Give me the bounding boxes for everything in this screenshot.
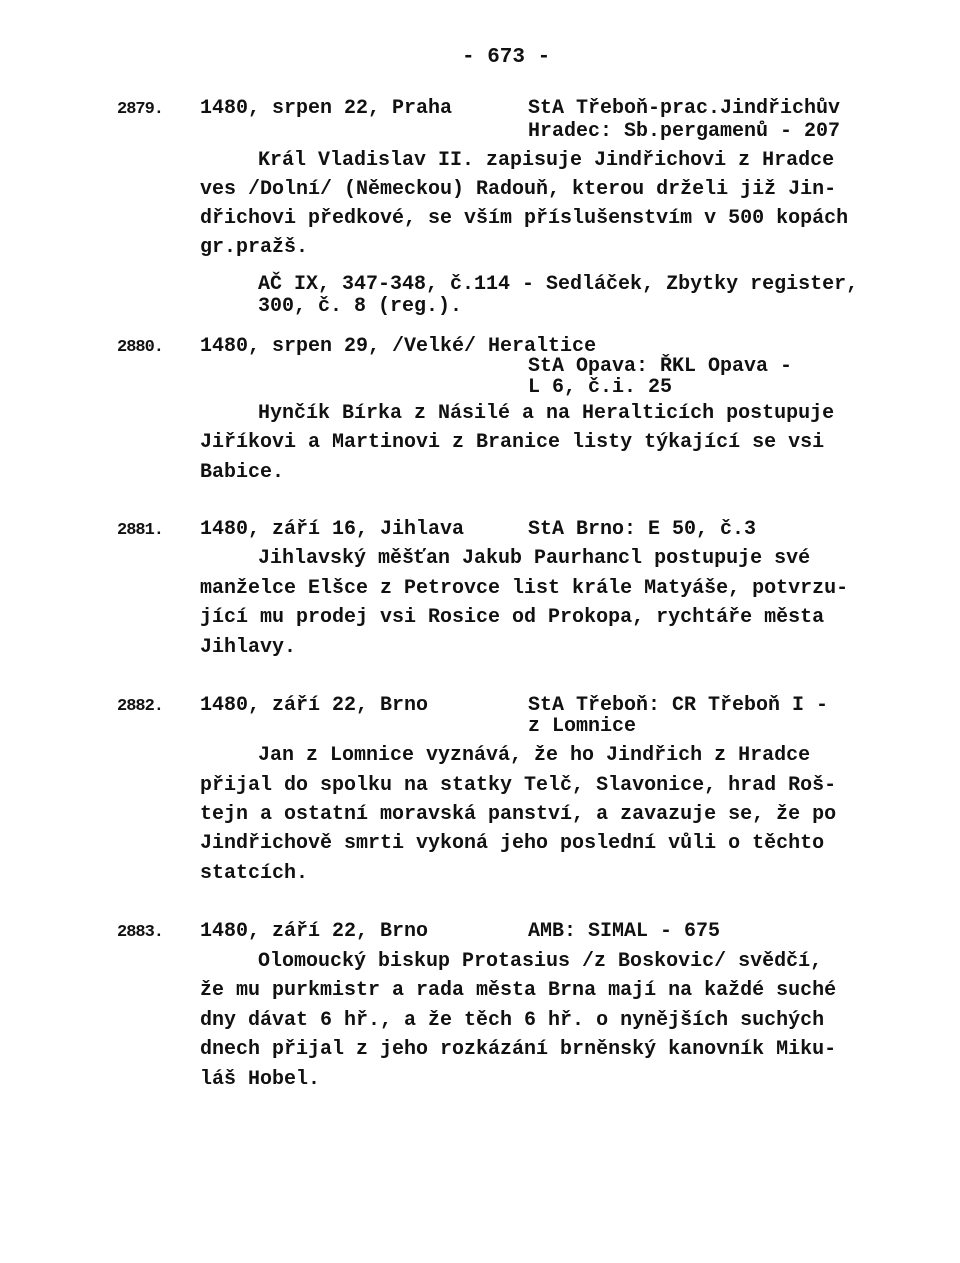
page-number: - 673 -	[462, 46, 551, 69]
entry-date-place: 1480, září 22, Brno	[200, 694, 429, 717]
entry-text-line: Olomoucký biskup Protasius /z Boskovic/ svědčí,	[258, 950, 823, 973]
entry-text-line: gr.pražš.	[200, 236, 309, 259]
entry-text-line: Babice.	[200, 461, 285, 484]
entry-text-line: Jihlavský měšťan Jakub Paurhancl postupuje své	[258, 547, 811, 570]
entry-text-line: dřichovi předkové, se vším příslušenstvím v 500 kopách	[200, 207, 849, 230]
entry-text-line: tejn a ostatní moravská panství, a zavazuje se, že po	[200, 803, 837, 826]
entry-archive-line: AMB: SIMAL - 675	[528, 920, 721, 943]
entry-number: 2882.	[117, 697, 164, 716]
entry-text-line: Jiříkovi a Martinovi z Branice listy týkající se vsi	[200, 431, 825, 454]
entry-archive-line: StA Brno: E 50, č.3	[528, 518, 757, 541]
entry-archive-line: L 6, č.i. 25	[528, 376, 673, 399]
entry-date-place: 1480, srpen 22, Praha	[200, 97, 453, 120]
entry-text-line: Hynčík Bírka z Násilé a na Heralticích postupuje	[258, 402, 835, 425]
entry-text-line: statcích.	[200, 862, 309, 885]
entry-number: 2879.	[117, 100, 164, 119]
entry-text-line: Král Vladislav II. zapisuje Jindřichovi z Hradce	[258, 149, 835, 172]
entry-date-place: 1480, srpen 29, /Velké/ Heraltice	[200, 335, 597, 358]
entry-text-line: jící mu prodej vsi Rosice od Prokopa, rychtáře města	[200, 606, 825, 629]
entry-text-line: láš Hobel.	[200, 1068, 321, 1091]
entry-text-line: dnech přijal z jeho rozkázání brněnský kanovník Miku-	[200, 1038, 837, 1061]
entry-text-line: dny dávat 6 hř., a že těch 6 hř. o nynějších suchých	[200, 1009, 825, 1032]
entry-number: 2880.	[117, 338, 164, 357]
entry-text-line: Jan z Lomnice vyznává, že ho Jindřich z Hradce	[258, 744, 811, 767]
entry-text-line: manželce Elšce z Petrovce list krále Matyáše, potvrzu-	[200, 577, 849, 600]
entry-archive-line: z Lomnice	[528, 715, 637, 738]
entry-date-place: 1480, září 22, Brno	[200, 920, 429, 943]
entry-text-line: Jihlavy.	[200, 636, 297, 659]
entry-archive-line: StA Opava: ŘKL Opava -	[528, 355, 793, 378]
entry-number: 2883.	[117, 923, 164, 942]
entry-archive-line: StA Třeboň-prac.Jindřichův	[528, 97, 841, 120]
entry-text-line: ves /Dolní/ (Německou) Radouň, kterou drželi již Jin-	[200, 178, 837, 201]
entry-reference-line: 300, č. 8 (reg.).	[258, 295, 463, 318]
entry-text-line: přijal do spolku na statky Telč, Slavonice, hrad Roš-	[200, 774, 837, 797]
entry-archive-line: Hradec: Sb.pergamenů - 207	[528, 120, 841, 143]
entry-text-line: že mu purkmistr a rada města Brna mají na každé suché	[200, 979, 837, 1002]
entry-archive-line: StA Třeboň: CR Třeboň I -	[528, 694, 829, 717]
entry-text-line: Jindřichově smrti vykoná jeho poslední vůli o těchto	[200, 832, 825, 855]
entry-reference-line: AČ IX, 347-348, č.114 - Sedláček, Zbytky register,	[258, 273, 859, 296]
entry-date-place: 1480, září 16, Jihlava	[200, 518, 465, 541]
entry-number: 2881.	[117, 521, 164, 540]
